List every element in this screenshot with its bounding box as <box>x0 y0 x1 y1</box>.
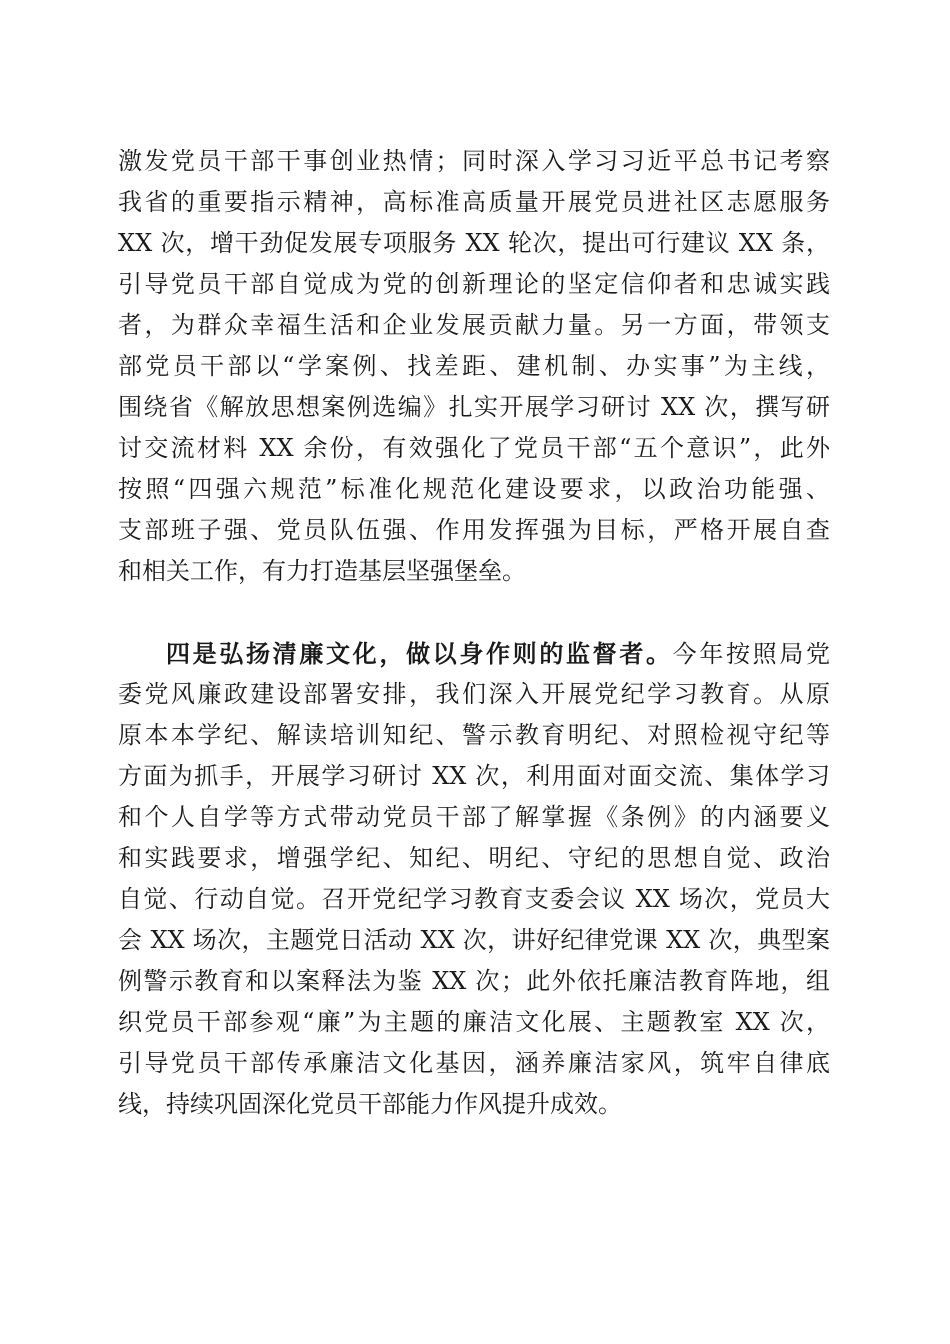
paragraph-1-line: 支部班子强、党员队伍强、作用发挥强为目标，严格开展自查 <box>118 516 830 544</box>
paragraph-1-line: 引导党员干部自觉成为党的创新理论的坚定信仰者和忠诚实践 <box>118 270 830 298</box>
paragraph-1-line: 我省的重要指示精神，高标准高质量开展党员进社区志愿服务 <box>118 188 830 216</box>
paragraph-2-line: 自觉、行动自觉。召开党纪学习教育支委会议 XX 场次，党员大 <box>118 885 830 913</box>
paragraph-1-line: 讨交流材料 XX 余份，有效强化了党员干部“五个意识”，此外 <box>118 434 830 462</box>
section-heading-lead: 四是弘扬清廉文化，做以身作则的监督者。 <box>166 639 673 668</box>
paragraph-1-line: XX 次，增干劲促发展专项服务 XX 轮次，提出可行建议 XX 条， <box>118 229 830 257</box>
paragraph-2-first-line <box>118 633 830 674</box>
paragraph-2 <box>118 633 830 1125</box>
paragraph-2-line: 引导党员干部传承廉洁文化基因，涵养廉洁家风，筑牢自律底 <box>118 1049 830 1077</box>
paragraph-2-line: 和实践要求，增强学纪、知纪、明纪、守纪的思想自觉、政治 <box>118 844 830 872</box>
paragraph-2-line: 会 XX 场次，主题党日活动 XX 次，讲好纪律党课 XX 次，典型案 <box>118 926 830 954</box>
paragraph-1-line: 按照“四强六规范”标准化规范化建设要求，以政治功能强、 <box>118 475 830 503</box>
paragraph-1-line: 围绕省《解放思想案例选编》扎实开展学习研讨 XX 次，撰写研 <box>118 393 830 421</box>
paragraph-2-line: 委党风廉政建设部署安排，我们深入开展党纪学习教育。从原 <box>118 680 830 708</box>
paragraph-2-line: 和个人自学等方式带动党员干部了解掌握《条例》的内涵要义 <box>118 803 830 831</box>
paragraph-1-line: 和相关工作，有力打造基层坚强堡垒。 <box>118 557 526 585</box>
paragraph-1-line: 部党员干部以“学案例、找差距、建机制、办实事”为主线， <box>118 352 830 380</box>
paragraph-2-line: 方面为抓手，开展学习研讨 XX 次，利用面对面交流、集体学习 <box>118 762 830 790</box>
paragraph-1 <box>118 141 830 592</box>
paragraph-1-line: 者，为群众幸福生活和企业发展贡献力量。另一方面，带领支 <box>118 311 830 339</box>
paragraph-2-line: 例警示教育和以案释法为鉴 XX 次；此外依托廉洁教育阵地，组 <box>118 967 830 995</box>
paragraph-2-line: 线，持续巩固深化党员干部能力作风提升成效。 <box>118 1090 622 1118</box>
paragraph-1-line: 激发党员干部干事创业热情；同时深入学习习近平总书记考察 <box>118 147 830 175</box>
paragraph-2-line: 织党员干部参观“廉”为主题的廉洁文化展、主题教室 XX 次， <box>118 1008 830 1036</box>
paragraph-2-line: 原本本学纪、解读培训知纪、警示教育明纪、对照检视守纪等 <box>118 721 830 749</box>
paragraph-2-first-line-rest: 今年按照局党 <box>672 640 831 668</box>
